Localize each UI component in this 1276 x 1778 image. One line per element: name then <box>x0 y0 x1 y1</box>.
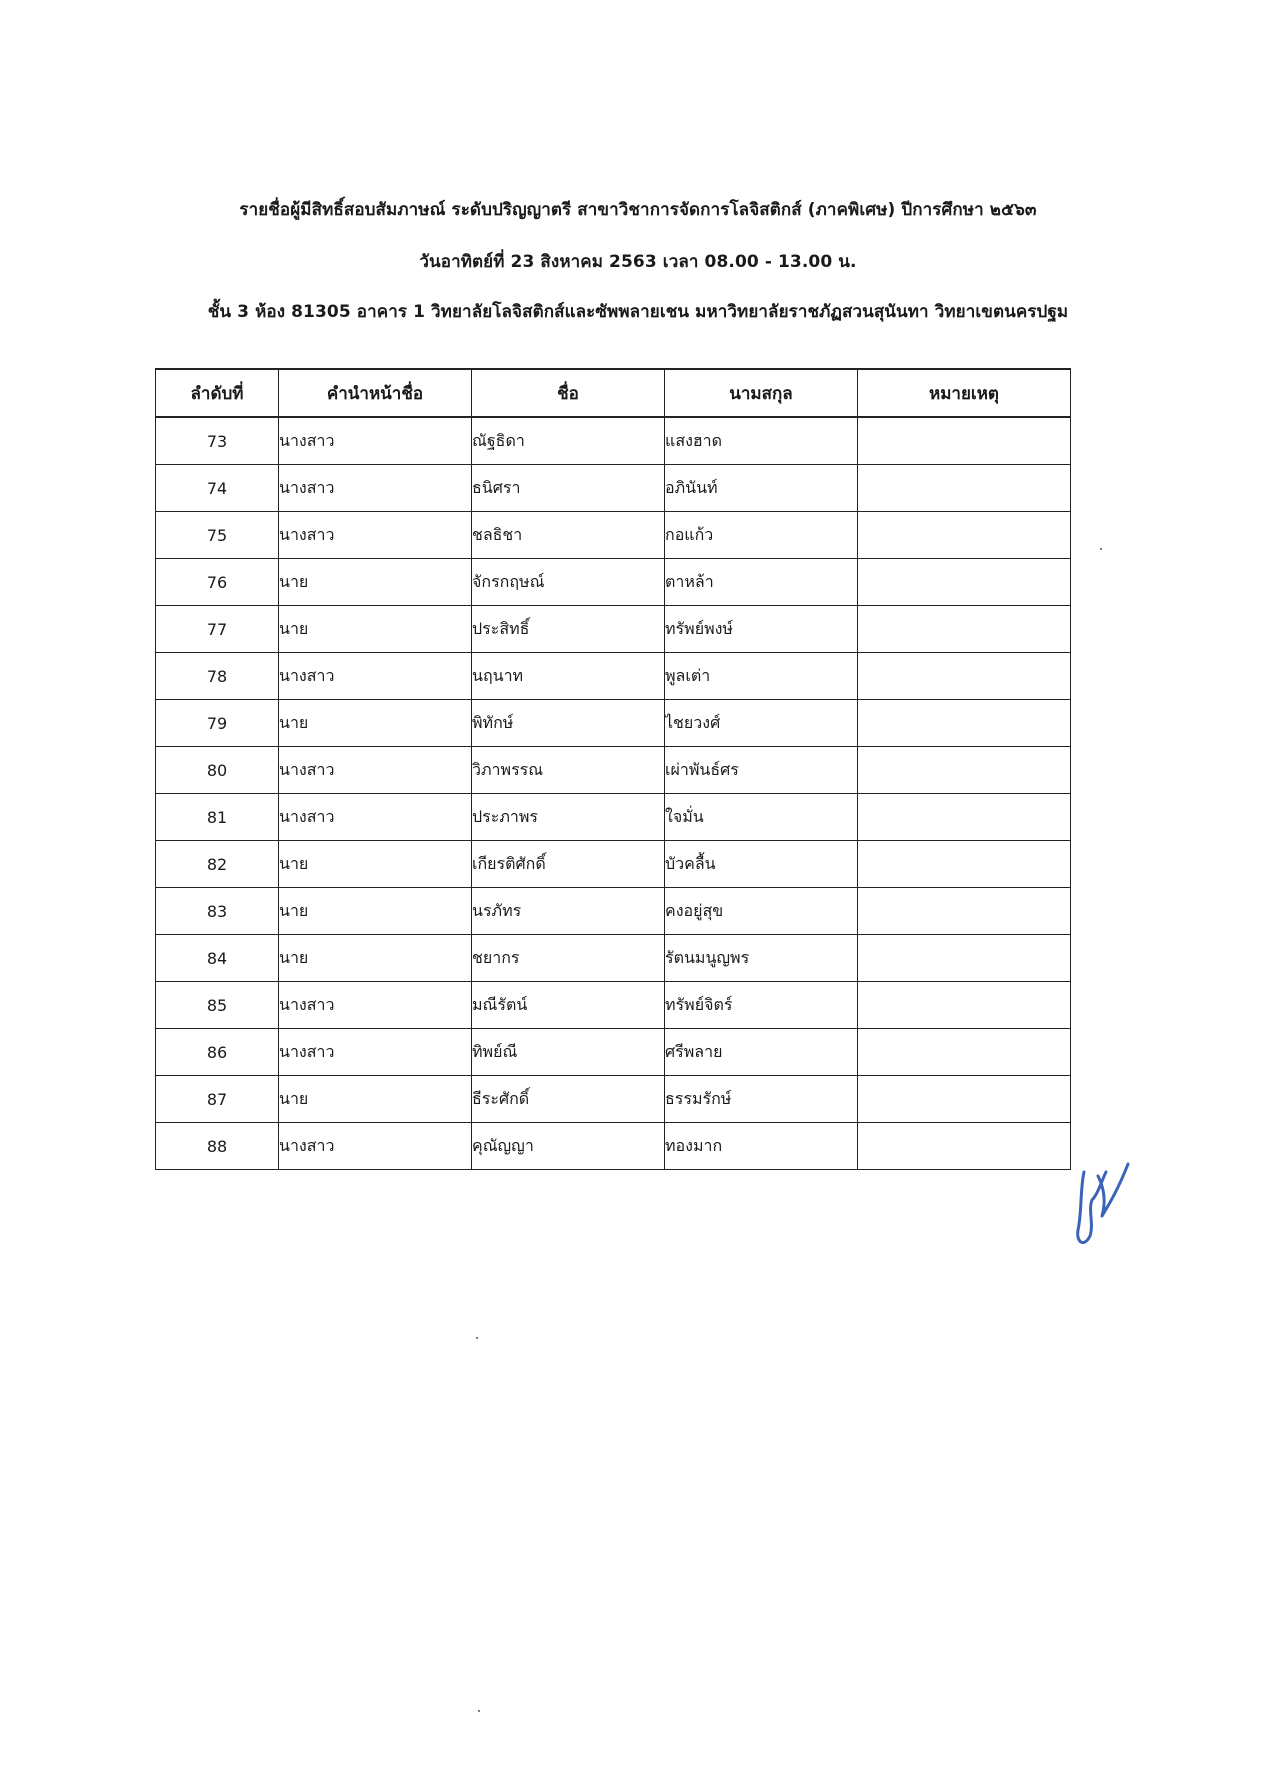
table-row <box>156 1123 1071 1170</box>
cell-last-name: ศรีพลาย <box>665 1029 858 1076</box>
cell-number: 78 <box>156 653 279 700</box>
cell-number: 87 <box>156 1076 279 1123</box>
column-header-remarks: หมายเหตุ <box>858 369 1071 417</box>
cell-prefix: นางสาว <box>279 747 472 794</box>
exam-date-time: วันอาทิตย์ที่ 23 สิงหาคม 2563 เวลา 08.00 - 13.00 น. <box>419 252 857 272</box>
cell-prefix: นาย <box>279 559 472 606</box>
cell-last-name: พูลเต่า <box>665 653 858 700</box>
cell-first-name: จักรกฤษณ์ <box>472 559 665 606</box>
cell-last-name: เผ่าพันธ์ศร <box>665 747 858 794</box>
cell-prefix: นาย <box>279 888 472 935</box>
cell-first-name: ธีระศักดิ์ <box>472 1076 665 1123</box>
cell-first-name: เกียรติศักดิ์ <box>472 841 665 888</box>
cell-first-name: ธนิศรา <box>472 465 665 512</box>
cell-number: 86 <box>156 1029 279 1076</box>
cell-first-name: นฤนาท <box>472 653 665 700</box>
table-row <box>156 1076 1071 1123</box>
cell-last-name: ตาหล้า <box>665 559 858 606</box>
cell-number: 80 <box>156 747 279 794</box>
column-header-prefix: คำนำหน้าชื่อ <box>279 369 472 417</box>
cell-remarks <box>858 888 1071 935</box>
cell-remarks <box>858 1076 1071 1123</box>
cell-first-name: คุณัญญา <box>472 1123 665 1170</box>
cell-remarks <box>858 935 1071 982</box>
cell-remarks <box>858 465 1071 512</box>
table-row <box>156 747 1071 794</box>
cell-last-name: แสงฮาด <box>665 417 858 465</box>
cell-last-name: อภินันท์ <box>665 465 858 512</box>
cell-remarks <box>858 559 1071 606</box>
column-header-first-name: ชื่อ <box>472 369 665 417</box>
document-title: รายชื่อผู้มีสิทธิ์สอบสัมภาษณ์ ระดับปริญญาตรี สาขาวิชาการจัดการโลจิสติกส์ (ภาคพิเศษ) ปีการศึกษา ๒๕๖๓ <box>239 200 1037 220</box>
scan-speck <box>476 1337 478 1339</box>
cell-first-name: ประสิทธิ์ <box>472 606 665 653</box>
cell-last-name: ใจมั่น <box>665 794 858 841</box>
handwritten-signature <box>1072 1150 1132 1250</box>
table-row <box>156 653 1071 700</box>
cell-first-name: ทิพย์ณี <box>472 1029 665 1076</box>
cell-prefix: นางสาว <box>279 1029 472 1076</box>
cell-number: 74 <box>156 465 279 512</box>
cell-prefix: นางสาว <box>279 1123 472 1170</box>
table-row <box>156 606 1071 653</box>
cell-remarks <box>858 747 1071 794</box>
table-row <box>156 465 1071 512</box>
table-body <box>156 417 1071 1170</box>
table-row <box>156 841 1071 888</box>
exam-location: ชั้น 3 ห้อง 81305 อาคาร 1 วิทยาลัยโลจิสติกส์และซัพพลายเชน มหาวิทยาลัยราชภัฏสวนสุนันทา วิทยาเขตนครปฐม <box>207 302 1069 322</box>
cell-last-name: ทรัพย์จิตร์ <box>665 982 858 1029</box>
table-row <box>156 888 1071 935</box>
cell-number: 82 <box>156 841 279 888</box>
cell-last-name: บัวคลื้น <box>665 841 858 888</box>
cell-prefix: นาย <box>279 606 472 653</box>
table-row <box>156 1029 1071 1076</box>
cell-last-name: กอแก้ว <box>665 512 858 559</box>
cell-remarks <box>858 841 1071 888</box>
cell-last-name: ทองมาก <box>665 1123 858 1170</box>
cell-number: 75 <box>156 512 279 559</box>
table-row <box>156 982 1071 1029</box>
cell-number: 77 <box>156 606 279 653</box>
cell-remarks <box>858 1029 1071 1076</box>
cell-last-name: ทรัพย์พงษ์ <box>665 606 858 653</box>
table-row <box>156 512 1071 559</box>
cell-number: 76 <box>156 559 279 606</box>
cell-first-name: ประภาพร <box>472 794 665 841</box>
cell-number: 84 <box>156 935 279 982</box>
table-header-row <box>156 369 1071 417</box>
cell-last-name: คงอยู่สุข <box>665 888 858 935</box>
scan-speck <box>478 1710 480 1712</box>
cell-prefix: นาย <box>279 841 472 888</box>
cell-last-name: รัตนมนูญพร <box>665 935 858 982</box>
cell-first-name: พิทักษ์ <box>472 700 665 747</box>
cell-remarks <box>858 794 1071 841</box>
cell-number: 88 <box>156 1123 279 1170</box>
cell-number: 73 <box>156 417 279 465</box>
cell-remarks <box>858 653 1071 700</box>
cell-prefix: นางสาว <box>279 794 472 841</box>
cell-number: 85 <box>156 982 279 1029</box>
cell-prefix: นางสาว <box>279 417 472 465</box>
cell-remarks <box>858 606 1071 653</box>
cell-remarks <box>858 1123 1071 1170</box>
cell-remarks <box>858 417 1071 465</box>
cell-first-name: ชยากร <box>472 935 665 982</box>
cell-number: 83 <box>156 888 279 935</box>
cell-first-name: ชลธิชา <box>472 512 665 559</box>
cell-prefix: นางสาว <box>279 653 472 700</box>
cell-number: 79 <box>156 700 279 747</box>
cell-prefix: นาย <box>279 1076 472 1123</box>
column-header-last-name: นามสกุล <box>665 369 858 417</box>
cell-first-name: ณัฐธิดา <box>472 417 665 465</box>
cell-prefix: นางสาว <box>279 512 472 559</box>
table-row <box>156 935 1071 982</box>
cell-remarks <box>858 982 1071 1029</box>
cell-remarks <box>858 700 1071 747</box>
cell-prefix: นาย <box>279 935 472 982</box>
cell-first-name: วิภาพรรณ <box>472 747 665 794</box>
cell-number: 81 <box>156 794 279 841</box>
table-row <box>156 700 1071 747</box>
table-row <box>156 559 1071 606</box>
cell-first-name: มณีรัตน์ <box>472 982 665 1029</box>
cell-prefix: นางสาว <box>279 465 472 512</box>
cell-first-name: นรภัทร <box>472 888 665 935</box>
cell-prefix: นาย <box>279 700 472 747</box>
column-header-number: ลำดับที่ <box>156 369 279 417</box>
cell-last-name: ไชยวงศ์ <box>665 700 858 747</box>
cell-remarks <box>858 512 1071 559</box>
candidate-table <box>155 368 1071 1170</box>
table-row <box>156 417 1071 465</box>
scan-speck <box>1100 548 1102 550</box>
table-row <box>156 794 1071 841</box>
cell-last-name: ธรรมรักษ์ <box>665 1076 858 1123</box>
cell-prefix: นางสาว <box>279 982 472 1029</box>
